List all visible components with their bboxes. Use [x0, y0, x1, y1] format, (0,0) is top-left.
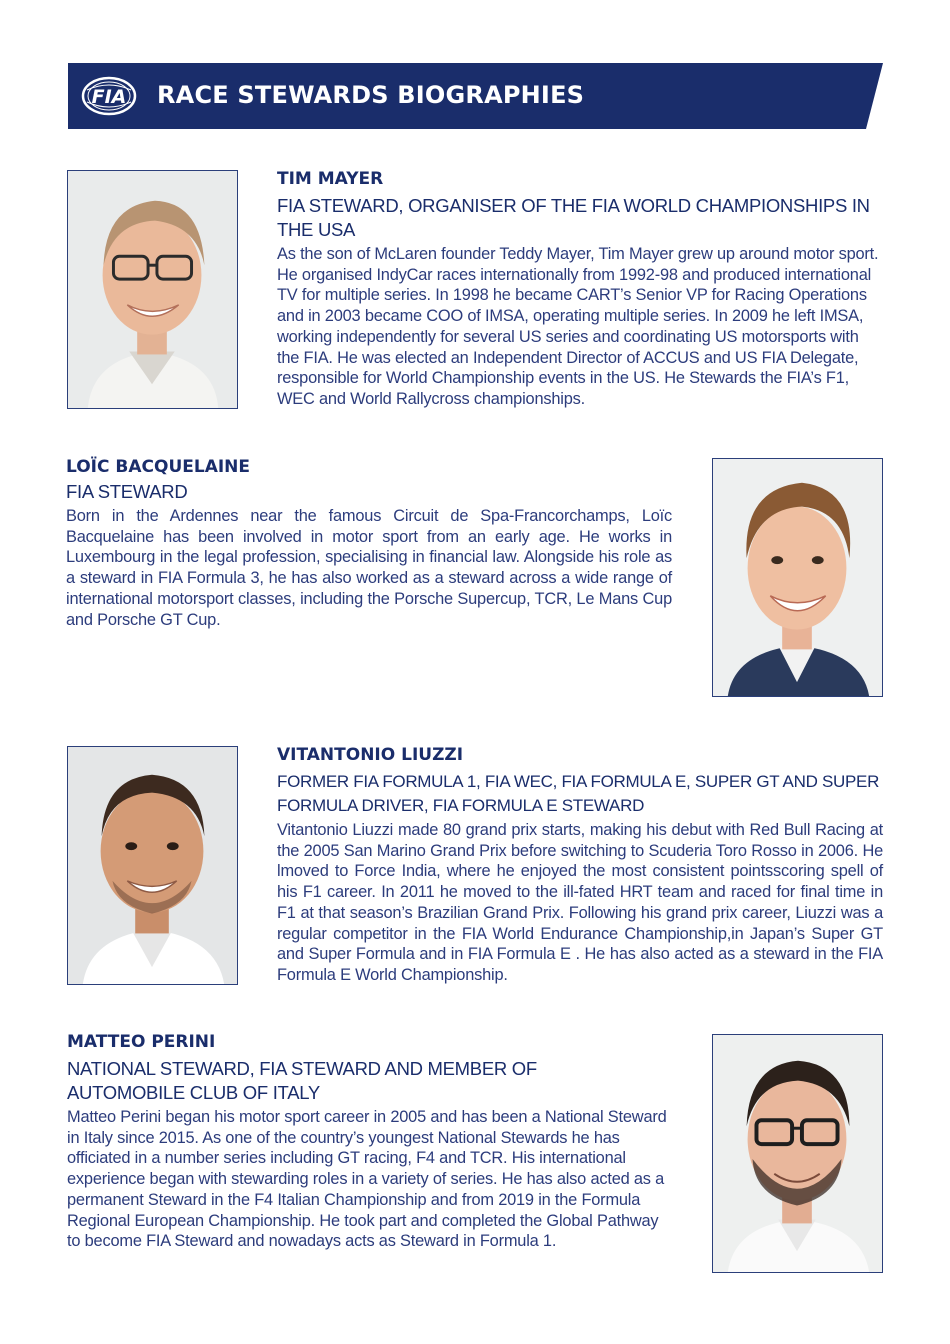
steward-photo-loic-bacquelaine [712, 458, 883, 697]
steward-bio-text: As the son of McLaren founder Teddy Mayer, Tim Mayer grew up around motor sport. He organised IndyCar races internationally from 1992-98 and produced international TV for multiple series. In 1998 he became CART’s Senior VP for Racing Operations and in 2003 became COO of IMSA, operating multiple series. In 2009 he left IMSA, working independently for several US series and coordinating US motorsports with the FIA. He was elected an Independent Director of ACCUS and US FIA Delegate, responsible for World Championship events in the US. He Stewards the FIA’s F1, WEC and World Rallycross championships. [277, 245, 879, 408]
steward-bio-text: Born in the Ardennes near the famous Circuit de Spa-Francorchamps, Loïc Bacquelaine has been involved in motor sport from an early age. He works in Luxembourg in the legal profession, specialising in financial law. Alongside his role as a steward in FIA Formula 3, he has also worked as a steward across a wide range of international motorsport classes, including the Porsche Supercup, TCR, Le Mans Cup and Porsche GT Cup. [66, 507, 672, 629]
steward-bio-matteo-perini [67, 1031, 667, 1252]
steward-name: TIM MAYER [277, 169, 384, 189]
steward-role: FIA STEWARD, ORGANISER OF THE FIA WORLD CHAMPIONSHIPS IN THE USA [277, 195, 870, 240]
steward-bio-loic-bacquelaine [66, 456, 672, 630]
fia-logo [81, 76, 137, 116]
steward-photo-vitantonio-liuzzi [67, 746, 238, 985]
header-banner [68, 63, 883, 129]
fia-logo-text: FIA [91, 86, 127, 108]
steward-name: MATTEO PERINI [67, 1032, 216, 1052]
steward-name: LOÏC BACQUELAINE [66, 457, 251, 477]
steward-photo-matteo-perini [712, 1034, 883, 1273]
steward-name: VITANTONIO LIUZZI [277, 745, 464, 765]
steward-photo-tim-mayer [67, 170, 238, 409]
steward-bio-vitantonio-liuzzi [277, 744, 883, 986]
steward-role: FIA STEWARD [66, 481, 188, 502]
steward-bio-text: Vitantonio Liuzzi made 80 grand prix starts, making his debut with Red Bull Racing at the 2005 San Marino Grand Prix before switching to Scuderia Toro Rosso in 2006. He lmoved to Force India, where he enjoyed the most consistent pointsscoring spell of his F1 career. In 2011 he moved to the ill-fated HRT team and raced for final time in F1 at that season’s Brazilian Grand Prix. Following his grand prix career, Liuzzi was a regular competitor in the FIA World Endurance Championship,in Japan’s Super GT and Super Formula and in FIA Formula E . He has also acted as a steward in the FIA Formula E World Championship. [277, 821, 883, 984]
steward-role: NATIONAL STEWARD, FIA STEWARD AND MEMBER OF AUTOMOBILE CLUB OF ITALY [67, 1058, 537, 1103]
steward-bio-tim-mayer [277, 168, 882, 410]
steward-role: FORMER FIA FORMULA 1, FIA WEC, FIA FORMULA E, SUPER GT AND SUPER FORMULA DRIVER, FIA FORMULA E STEWARD [277, 772, 880, 815]
steward-bio-text: Matteo Perini began his motor sport career in 2005 and has been a National Steward in Italy since 2015. As one of the country’s youngest National Stewards he has officiated in a number series including GT racing, F4 and TCR. His international experience began with stewarding roles in a variety of series. He has also acted as a permanent Steward in the F4 Italian Championship and from 2019 in the Formula Regional European Championship. He took part and completed the Global Pathway to become FIA Steward and nowadays acts as Steward in Formula 1. [67, 1108, 667, 1251]
page-title: RACE STEWARDS BIOGRAPHIES [157, 81, 585, 109]
